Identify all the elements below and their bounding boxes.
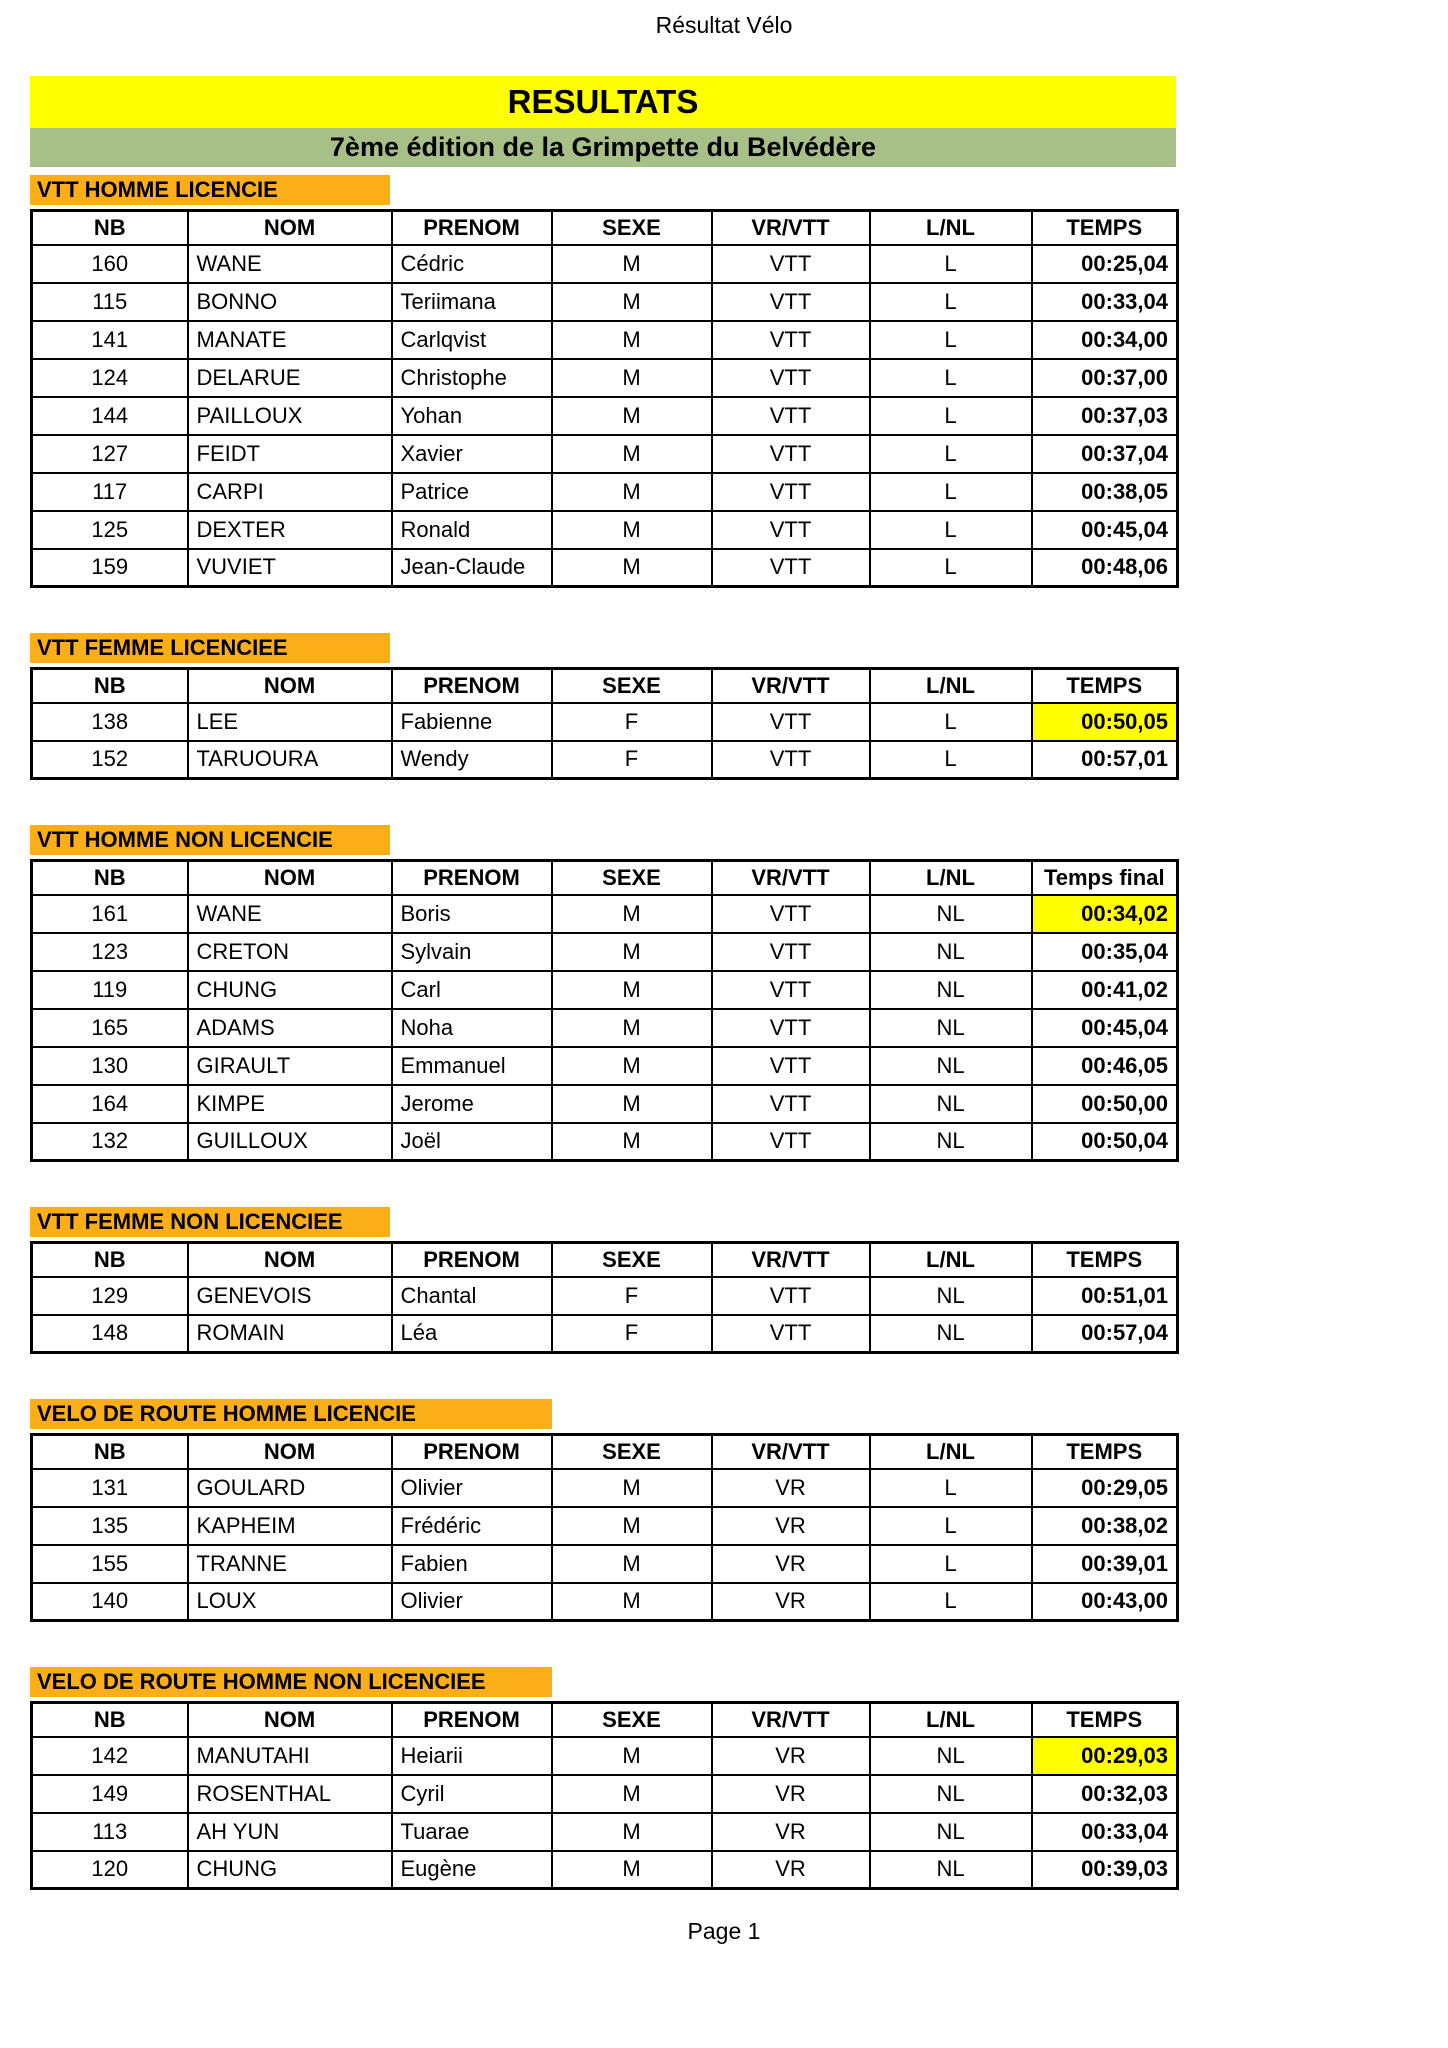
cell-prenom: Eugène (392, 1851, 552, 1889)
cell-nb: 149 (32, 1775, 188, 1813)
cell-prenom: Chantal (392, 1277, 552, 1315)
cell-lnl: L (870, 1545, 1032, 1583)
cell-prenom: Yohan (392, 397, 552, 435)
cell-temps: 00:39,03 (1032, 1851, 1178, 1889)
cell-nom: PAILLOUX (188, 397, 392, 435)
results-section (30, 1207, 1176, 1354)
cell-temps: 00:45,04 (1032, 1009, 1178, 1047)
cell-nb: 123 (32, 933, 188, 971)
column-header-prenom: PRENOM (392, 1243, 552, 1277)
cell-nb: 120 (32, 1851, 188, 1889)
cell-prenom: Heiarii (392, 1737, 552, 1775)
cell-lnl: L (870, 1583, 1032, 1621)
cell-sexe: M (552, 1469, 712, 1507)
table-row (32, 1813, 1178, 1851)
cell-lnl: L (870, 549, 1032, 587)
table-row (32, 245, 1178, 283)
cell-lnl: NL (870, 971, 1032, 1009)
cell-vrvtt: VR (712, 1851, 870, 1889)
subtitle-banner: 7ème édition de la Grimpette du Belvédère (30, 128, 1176, 167)
cell-prenom: Teriimana (392, 283, 552, 321)
column-header-vrvtt: VR/VTT (712, 1703, 870, 1737)
column-header-lnl: L/NL (870, 1435, 1032, 1469)
cell-nb: 115 (32, 283, 188, 321)
cell-vrvtt: VTT (712, 321, 870, 359)
column-header-sexe: SEXE (552, 1435, 712, 1469)
cell-vrvtt: VTT (712, 1277, 870, 1315)
results-section (30, 633, 1176, 780)
cell-sexe: F (552, 1277, 712, 1315)
results-table (30, 1241, 1179, 1354)
page-number: Page 1 (687, 1918, 761, 1944)
cell-sexe: M (552, 971, 712, 1009)
cell-temps: 00:46,05 (1032, 1047, 1178, 1085)
table-row (32, 1123, 1178, 1161)
results-banner: RESULTATS (30, 76, 1176, 128)
column-header-temps: TEMPS (1032, 669, 1178, 703)
cell-temps: 00:43,00 (1032, 1583, 1178, 1621)
column-header-nb: NB (32, 669, 188, 703)
cell-sexe: M (552, 1123, 712, 1161)
column-header-sexe: SEXE (552, 861, 712, 895)
cell-lnl: NL (870, 1813, 1032, 1851)
column-header-vrvtt: VR/VTT (712, 211, 870, 245)
cell-lnl: L (870, 359, 1032, 397)
column-header-prenom: PRENOM (392, 1435, 552, 1469)
cell-nom: ROSENTHAL (188, 1775, 392, 1813)
cell-sexe: M (552, 549, 712, 587)
cell-lnl: L (870, 435, 1032, 473)
cell-prenom: Carl (392, 971, 552, 1009)
table-row (32, 549, 1178, 587)
cell-vrvtt: VTT (712, 397, 870, 435)
cell-sexe: M (552, 1507, 712, 1545)
cell-nom: CRETON (188, 933, 392, 971)
cell-nom: WANE (188, 245, 392, 283)
cell-nom: GIRAULT (188, 1047, 392, 1085)
cell-nb: 113 (32, 1813, 188, 1851)
cell-prenom: Carlqvist (392, 321, 552, 359)
table-row (32, 435, 1178, 473)
cell-lnl: L (870, 321, 1032, 359)
results-section (30, 1667, 1176, 1890)
cell-nb: 144 (32, 397, 188, 435)
cell-prenom: Sylvain (392, 933, 552, 971)
cell-nb: 148 (32, 1315, 188, 1353)
cell-lnl: L (870, 473, 1032, 511)
cell-vrvtt: VTT (712, 1085, 870, 1123)
cell-vrvtt: VTT (712, 703, 870, 741)
cell-vrvtt: VTT (712, 1123, 870, 1161)
cell-nom: CHUNG (188, 1851, 392, 1889)
cell-nb: 140 (32, 1583, 188, 1621)
cell-sexe: F (552, 741, 712, 779)
column-header-sexe: SEXE (552, 669, 712, 703)
cell-temps: 00:57,01 (1032, 741, 1178, 779)
cell-temps: 00:50,05 (1032, 703, 1178, 741)
section-label: VTT FEMME NON LICENCIEE (30, 1207, 390, 1237)
cell-nb: 138 (32, 703, 188, 741)
cell-nb: 125 (32, 511, 188, 549)
cell-nom: WANE (188, 895, 392, 933)
section-label: VTT FEMME LICENCIEE (30, 633, 390, 663)
results-table (30, 1701, 1179, 1890)
cell-temps: 00:35,04 (1032, 933, 1178, 971)
results-table (30, 209, 1179, 588)
cell-nom: MANUTAHI (188, 1737, 392, 1775)
cell-prenom: Cyril (392, 1775, 552, 1813)
cell-vrvtt: VTT (712, 359, 870, 397)
cell-nb: 132 (32, 1123, 188, 1161)
table-row (32, 1277, 1178, 1315)
cell-sexe: M (552, 1009, 712, 1047)
cell-nom: GOULARD (188, 1469, 392, 1507)
cell-sexe: M (552, 1583, 712, 1621)
cell-sexe: M (552, 321, 712, 359)
cell-sexe: M (552, 1851, 712, 1889)
header-row (32, 211, 1178, 245)
column-header-vrvtt: VR/VTT (712, 861, 870, 895)
table-row (32, 1047, 1178, 1085)
cell-sexe: M (552, 283, 712, 321)
cell-nom: LEE (188, 703, 392, 741)
table-row (32, 1851, 1178, 1889)
cell-nom: DEXTER (188, 511, 392, 549)
cell-temps: 00:34,02 (1032, 895, 1178, 933)
cell-lnl: L (870, 397, 1032, 435)
cell-temps: 00:57,04 (1032, 1315, 1178, 1353)
sections (30, 175, 1176, 1890)
cell-nom: BONNO (188, 283, 392, 321)
table-row (32, 1315, 1178, 1353)
results-table (30, 667, 1179, 780)
cell-nom: GUILLOUX (188, 1123, 392, 1161)
cell-nom: MANATE (188, 321, 392, 359)
cell-sexe: F (552, 703, 712, 741)
cell-prenom: Léa (392, 1315, 552, 1353)
column-header-lnl: L/NL (870, 1703, 1032, 1737)
cell-temps: 00:37,00 (1032, 359, 1178, 397)
cell-nom: ADAMS (188, 1009, 392, 1047)
cell-nom: LOUX (188, 1583, 392, 1621)
page-title: Résultat Vélo (655, 12, 793, 38)
column-header-prenom: PRENOM (392, 211, 552, 245)
cell-nb: 130 (32, 1047, 188, 1085)
cell-prenom: Patrice (392, 473, 552, 511)
cell-nom: TARUOURA (188, 741, 392, 779)
cell-nom: VUVIET (188, 549, 392, 587)
cell-nb: 124 (32, 359, 188, 397)
cell-temps: 00:25,04 (1032, 245, 1178, 283)
cell-prenom: Boris (392, 895, 552, 933)
cell-temps: 00:34,00 (1032, 321, 1178, 359)
cell-vrvtt: VR (712, 1507, 870, 1545)
results-table (30, 859, 1179, 1162)
cell-lnl: NL (870, 1775, 1032, 1813)
cell-vrvtt: VTT (712, 1047, 870, 1085)
column-header-nom: NOM (188, 1243, 392, 1277)
cell-nom: KIMPE (188, 1085, 392, 1123)
cell-prenom: Fabienne (392, 703, 552, 741)
cell-nb: 161 (32, 895, 188, 933)
header-row (32, 1703, 1178, 1737)
cell-sexe: M (552, 435, 712, 473)
cell-nb: 117 (32, 473, 188, 511)
cell-nb: 119 (32, 971, 188, 1009)
cell-prenom: Ronald (392, 511, 552, 549)
cell-sexe: M (552, 1545, 712, 1583)
cell-sexe: M (552, 1813, 712, 1851)
cell-lnl: L (870, 1507, 1032, 1545)
table-row (32, 1737, 1178, 1775)
cell-vrvtt: VR (712, 1583, 870, 1621)
cell-nom: TRANNE (188, 1545, 392, 1583)
table-row (32, 741, 1178, 779)
cell-vrvtt: VTT (712, 511, 870, 549)
cell-lnl: L (870, 703, 1032, 741)
cell-temps: 00:37,04 (1032, 435, 1178, 473)
cell-sexe: M (552, 895, 712, 933)
cell-temps: 00:33,04 (1032, 283, 1178, 321)
column-header-prenom: PRENOM (392, 861, 552, 895)
table-row (32, 1775, 1178, 1813)
cell-vrvtt: VTT (712, 245, 870, 283)
column-header-sexe: SEXE (552, 1243, 712, 1277)
cell-temps: 00:29,05 (1032, 1469, 1178, 1507)
cell-prenom: Noha (392, 1009, 552, 1047)
table-row (32, 359, 1178, 397)
cell-nom: KAPHEIM (188, 1507, 392, 1545)
table-row (32, 1009, 1178, 1047)
cell-sexe: M (552, 359, 712, 397)
cell-sexe: M (552, 1775, 712, 1813)
cell-lnl: NL (870, 1009, 1032, 1047)
column-header-sexe: SEXE (552, 1703, 712, 1737)
cell-nb: 155 (32, 1545, 188, 1583)
column-header-nb: NB (32, 1243, 188, 1277)
section-label: VELO DE ROUTE HOMME NON LICENCIEE (30, 1667, 552, 1697)
cell-temps: 00:48,06 (1032, 549, 1178, 587)
column-header-nom: NOM (188, 1435, 392, 1469)
cell-lnl: NL (870, 1315, 1032, 1353)
cell-nb: 129 (32, 1277, 188, 1315)
cell-lnl: NL (870, 895, 1032, 933)
column-header-lnl: L/NL (870, 211, 1032, 245)
column-header-nom: NOM (188, 669, 392, 703)
column-header-sexe: SEXE (552, 211, 712, 245)
section-label: VTT HOMME LICENCIE (30, 175, 390, 205)
table-row (32, 283, 1178, 321)
cell-vrvtt: VTT (712, 283, 870, 321)
cell-temps: 00:41,02 (1032, 971, 1178, 1009)
cell-temps: 00:39,01 (1032, 1545, 1178, 1583)
table-row (32, 397, 1178, 435)
column-header-nb: NB (32, 211, 188, 245)
column-header-nb: NB (32, 1435, 188, 1469)
cell-prenom: Fabien (392, 1545, 552, 1583)
cell-sexe: M (552, 473, 712, 511)
cell-nom: FEIDT (188, 435, 392, 473)
cell-lnl: L (870, 283, 1032, 321)
header-row (32, 1243, 1178, 1277)
cell-nb: 152 (32, 741, 188, 779)
cell-lnl: L (870, 741, 1032, 779)
cell-nb: 165 (32, 1009, 188, 1047)
column-header-nom: NOM (188, 211, 392, 245)
table-row (32, 933, 1178, 971)
cell-vrvtt: VTT (712, 435, 870, 473)
cell-lnl: NL (870, 1085, 1032, 1123)
table-row (32, 971, 1178, 1009)
column-header-lnl: L/NL (870, 669, 1032, 703)
cell-prenom: Olivier (392, 1583, 552, 1621)
table-row (32, 895, 1178, 933)
cell-sexe: M (552, 1047, 712, 1085)
cell-prenom: Christophe (392, 359, 552, 397)
cell-nb: 160 (32, 245, 188, 283)
cell-temps: 00:38,02 (1032, 1507, 1178, 1545)
cell-prenom: Xavier (392, 435, 552, 473)
column-header-temps: TEMPS (1032, 211, 1178, 245)
cell-lnl: L (870, 511, 1032, 549)
cell-vrvtt: VR (712, 1737, 870, 1775)
column-header-prenom: PRENOM (392, 1703, 552, 1737)
cell-nb: 127 (32, 435, 188, 473)
results-section (30, 825, 1176, 1162)
column-header-lnl: L/NL (870, 861, 1032, 895)
column-header-vrvtt: VR/VTT (712, 1435, 870, 1469)
column-header-prenom: PRENOM (392, 669, 552, 703)
cell-nb: 135 (32, 1507, 188, 1545)
section-label: VTT HOMME NON LICENCIE (30, 825, 390, 855)
results-section (30, 175, 1176, 588)
cell-prenom: Jerome (392, 1085, 552, 1123)
results-section (30, 1399, 1176, 1622)
cell-vrvtt: VTT (712, 1315, 870, 1353)
cell-prenom: Tuarae (392, 1813, 552, 1851)
column-header-nb: NB (32, 1703, 188, 1737)
cell-nb: 159 (32, 549, 188, 587)
cell-nom: AH YUN (188, 1813, 392, 1851)
column-header-nom: NOM (188, 1703, 392, 1737)
table-row (32, 1545, 1178, 1583)
column-header-temps: TEMPS (1032, 1435, 1178, 1469)
cell-sexe: M (552, 511, 712, 549)
cell-vrvtt: VTT (712, 473, 870, 511)
column-header-temps: TEMPS (1032, 1703, 1178, 1737)
cell-nb: 131 (32, 1469, 188, 1507)
cell-lnl: L (870, 245, 1032, 283)
cell-nom: CHUNG (188, 971, 392, 1009)
cell-temps: 00:50,00 (1032, 1085, 1178, 1123)
cell-sexe: M (552, 397, 712, 435)
cell-temps: 00:33,04 (1032, 1813, 1178, 1851)
column-header-nb: NB (32, 861, 188, 895)
cell-sexe: F (552, 1315, 712, 1353)
section-label: VELO DE ROUTE HOMME LICENCIE (30, 1399, 552, 1429)
cell-vrvtt: VTT (712, 895, 870, 933)
table-row (32, 1085, 1178, 1123)
cell-lnl: NL (870, 1737, 1032, 1775)
cell-sexe: M (552, 1085, 712, 1123)
cell-temps: 00:38,05 (1032, 473, 1178, 511)
cell-vrvtt: VR (712, 1545, 870, 1583)
content-area (30, 76, 1176, 1890)
cell-temps: 00:37,03 (1032, 397, 1178, 435)
cell-vrvtt: VTT (712, 741, 870, 779)
cell-nom: GENEVOIS (188, 1277, 392, 1315)
column-header-lnl: L/NL (870, 1243, 1032, 1277)
table-row (32, 1583, 1178, 1621)
cell-temps: 00:51,01 (1032, 1277, 1178, 1315)
cell-prenom: Wendy (392, 741, 552, 779)
table-row (32, 473, 1178, 511)
cell-vrvtt: VR (712, 1813, 870, 1851)
cell-vrvtt: VTT (712, 971, 870, 1009)
cell-nom: ROMAIN (188, 1315, 392, 1353)
cell-lnl: NL (870, 933, 1032, 971)
cell-prenom: Olivier (392, 1469, 552, 1507)
table-row (32, 1507, 1178, 1545)
results-table (30, 1433, 1179, 1622)
cell-lnl: NL (870, 1277, 1032, 1315)
cell-temps: 00:50,04 (1032, 1123, 1178, 1161)
cell-prenom: Jean-Claude (392, 549, 552, 587)
column-header-temps: TEMPS (1032, 1243, 1178, 1277)
column-header-vrvtt: VR/VTT (712, 1243, 870, 1277)
cell-nb: 164 (32, 1085, 188, 1123)
cell-nb: 142 (32, 1737, 188, 1775)
cell-lnl: NL (870, 1123, 1032, 1161)
column-header-vrvtt: VR/VTT (712, 669, 870, 703)
cell-lnl: NL (870, 1047, 1032, 1085)
cell-nom: DELARUE (188, 359, 392, 397)
cell-vrvtt: VTT (712, 549, 870, 587)
cell-nb: 141 (32, 321, 188, 359)
cell-vrvtt: VR (712, 1469, 870, 1507)
cell-temps: 00:32,03 (1032, 1775, 1178, 1813)
cell-nom: CARPI (188, 473, 392, 511)
cell-prenom: Joël (392, 1123, 552, 1161)
cell-vrvtt: VTT (712, 933, 870, 971)
cell-vrvtt: VTT (712, 1009, 870, 1047)
column-header-temps: Temps final (1032, 861, 1178, 895)
table-row (32, 703, 1178, 741)
cell-lnl: L (870, 1469, 1032, 1507)
table-row (32, 1469, 1178, 1507)
cell-sexe: M (552, 1737, 712, 1775)
cell-sexe: M (552, 933, 712, 971)
cell-lnl: NL (870, 1851, 1032, 1889)
cell-temps: 00:45,04 (1032, 511, 1178, 549)
header-row (32, 1435, 1178, 1469)
cell-prenom: Frédéric (392, 1507, 552, 1545)
header-row (32, 669, 1178, 703)
cell-temps: 00:29,03 (1032, 1737, 1178, 1775)
cell-sexe: M (552, 245, 712, 283)
cell-vrvtt: VR (712, 1775, 870, 1813)
header-row (32, 861, 1178, 895)
cell-prenom: Cédric (392, 245, 552, 283)
cell-prenom: Emmanuel (392, 1047, 552, 1085)
table-row (32, 511, 1178, 549)
table-row (32, 321, 1178, 359)
column-header-nom: NOM (188, 861, 392, 895)
